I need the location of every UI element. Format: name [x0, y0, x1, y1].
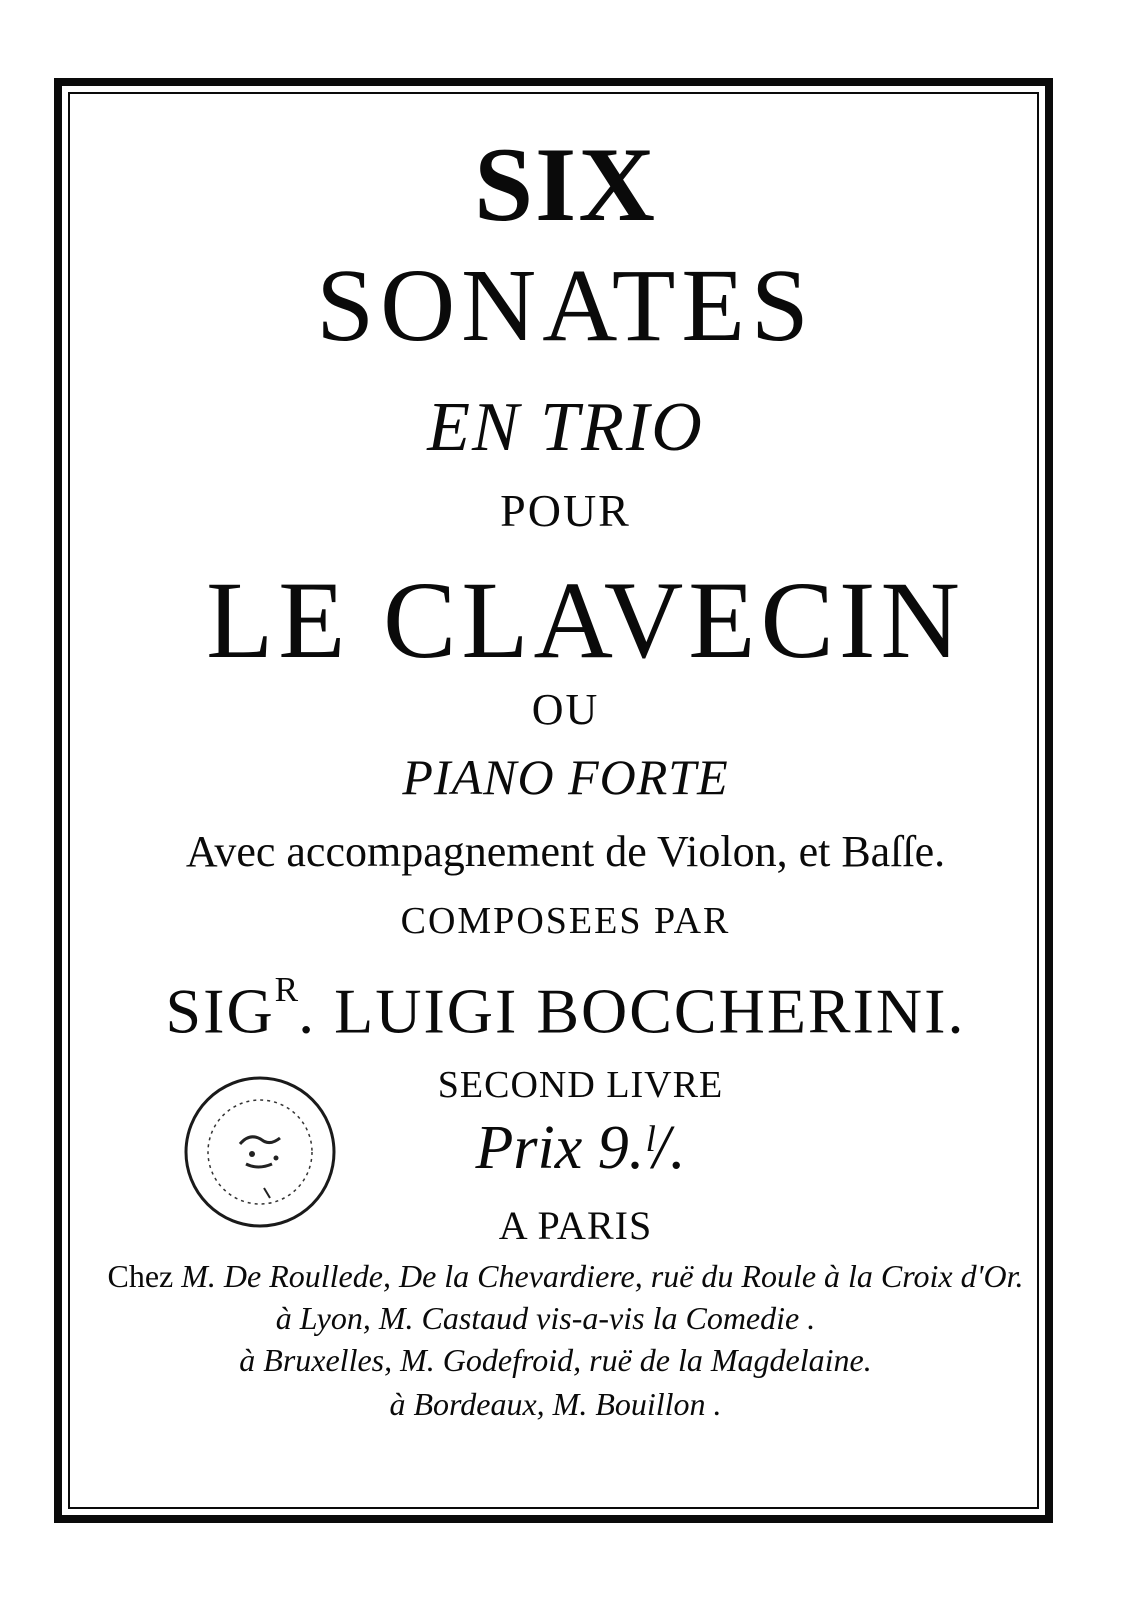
composer-prefix: SIG [165, 975, 275, 1047]
title-six: SIX [474, 126, 657, 243]
composer-prefix-superscript: R [274, 970, 299, 1009]
publisher-line-bruxelles: à Bruxelles, M. Godefroid, ruë de la Magdelaine. [239, 1342, 872, 1378]
title-le-clavecin: LE CLAVECIN [206, 559, 965, 681]
publisher-line-lyon: à Lyon, M. Castaud vis-a-vis la Comedie . [275, 1300, 816, 1336]
title-sonates: SONATES [316, 248, 815, 363]
title-piano-forte: PIANO FORTE [402, 749, 729, 805]
composer-name-text: . LUIGI BOCCHERINI. [298, 975, 966, 1047]
subtitle-accompaniment: Avec accompagnement de Violon, et Baſſe. [185, 827, 946, 876]
title-en-trio: EN TRIO [427, 389, 704, 466]
composer-name [0, 970, 1131, 1047]
publisher-city: A PARIS [498, 1203, 653, 1248]
publisher-line-paris [0, 1260, 1131, 1292]
title-ou: OU [531, 685, 600, 734]
publisher-paris-address: M. De Roullede, De la Chevardiere, ruë du Roule à la Croix d'Or. [181, 1258, 1024, 1294]
title-pour: POUR [500, 485, 631, 536]
composer-label: COMPOSEES PAR [400, 900, 731, 942]
publisher-line-bordeaux: à Bordeaux, M. Bouillon . [389, 1386, 722, 1422]
book-number: SECOND LIVRE [437, 1064, 724, 1106]
library-stamp-icon [180, 1072, 340, 1232]
price: Prix 9.ˡ/. [475, 1114, 686, 1182]
publisher-chez: Chez [107, 1258, 174, 1294]
